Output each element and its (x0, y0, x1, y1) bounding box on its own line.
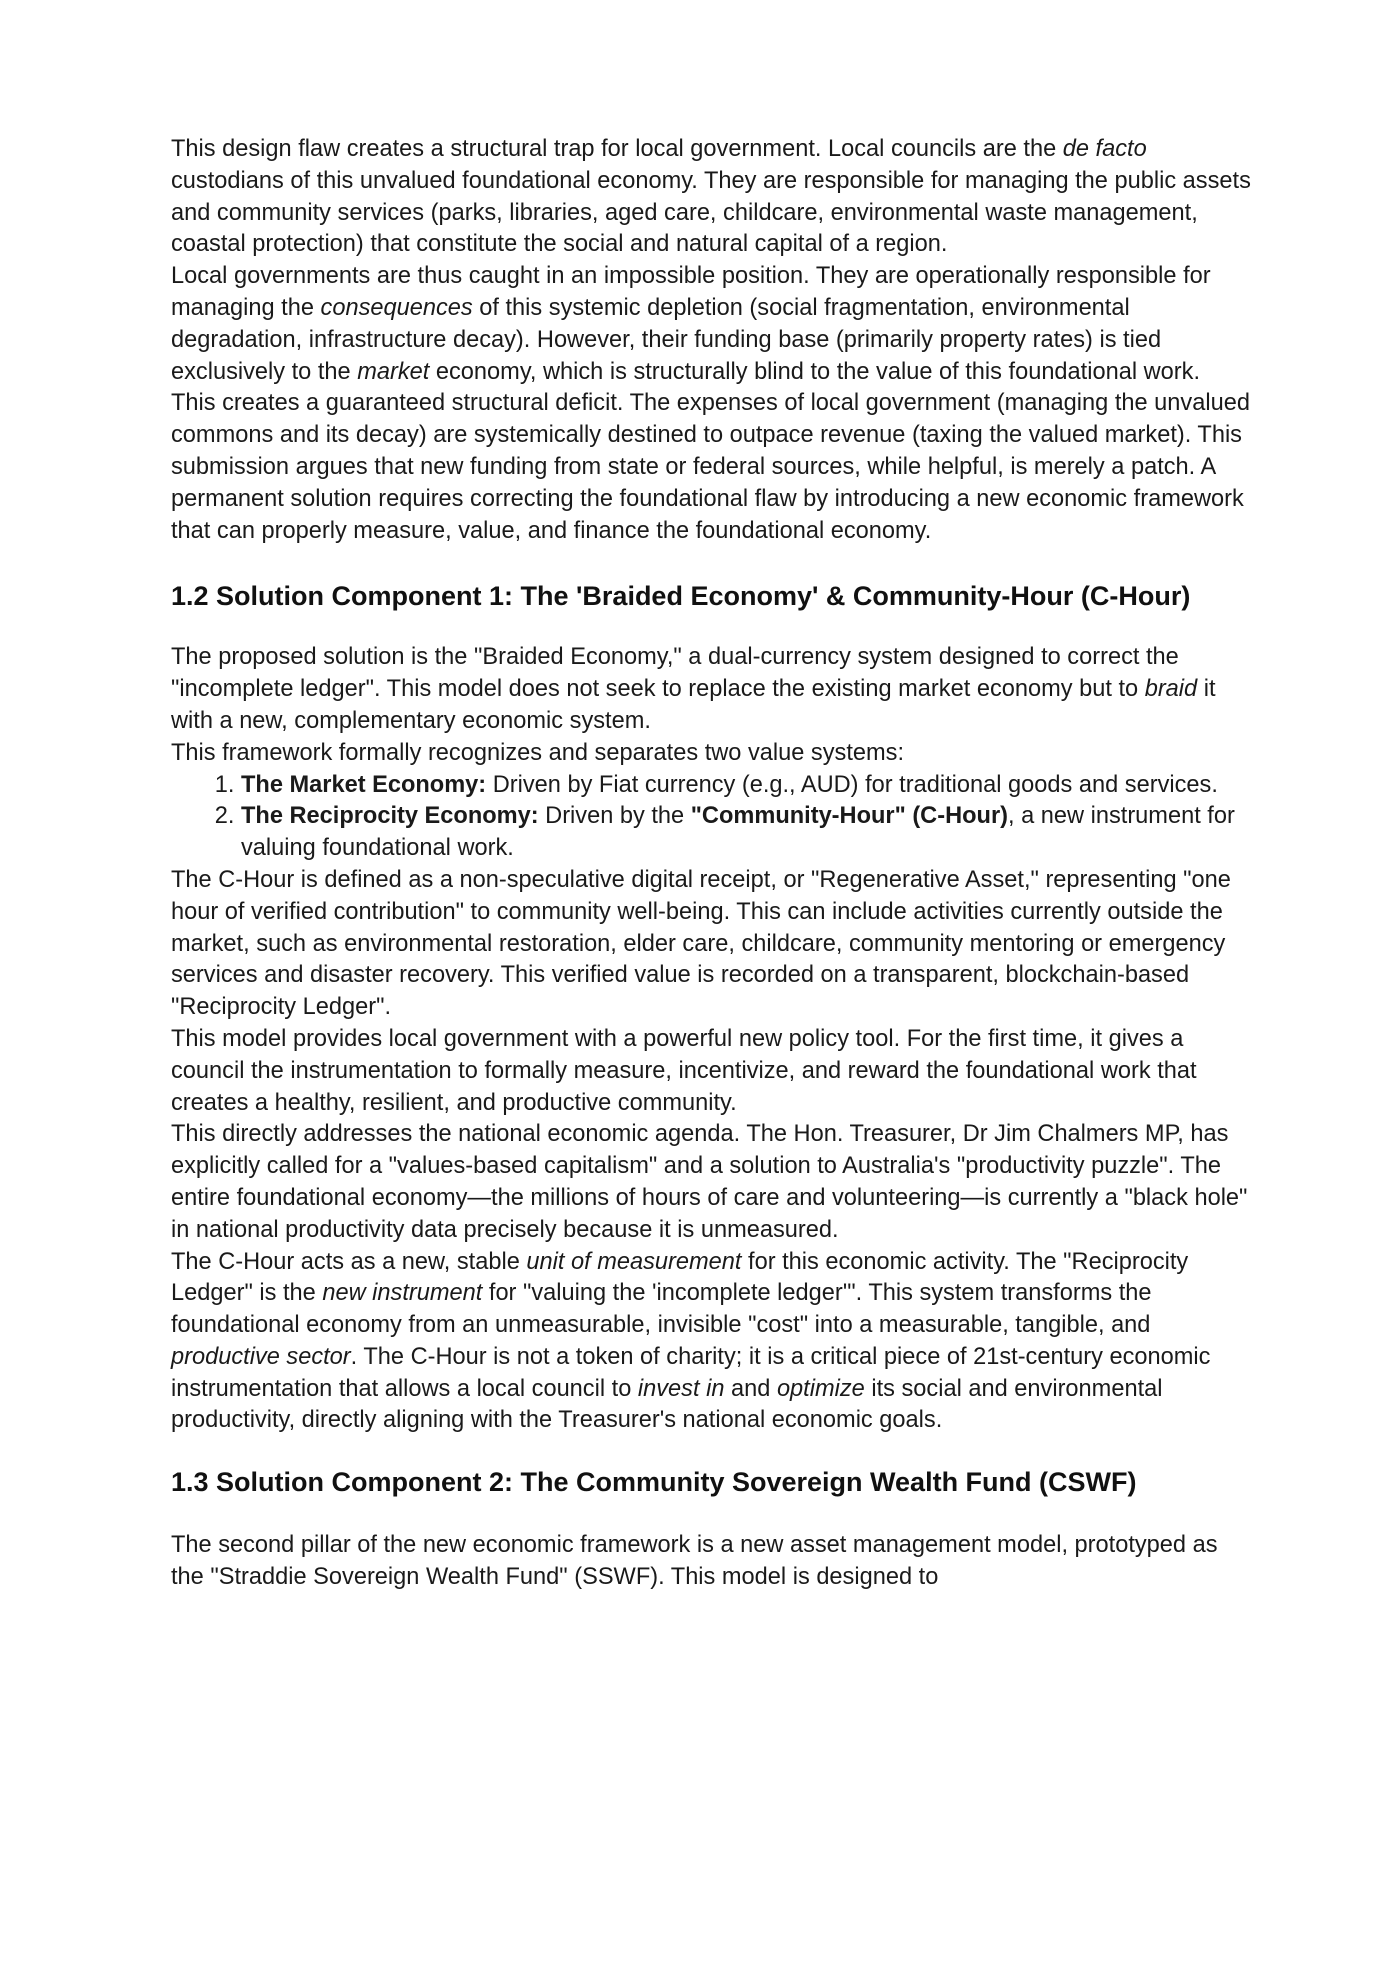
bold-text: "Community-Hour" (C-Hour) (690, 803, 1008, 830)
italic-text: unit of measurement (526, 1248, 742, 1275)
text-run: , a new instrument for valuing foundational work. (241, 803, 1235, 862)
text-run: Local governments are thus caught in an impossible position. They are operationally responsible for managing the (171, 263, 1211, 321)
document-page (171, 134, 1256, 1594)
text-run: This creates a guaranteed structural deficit. The expenses of local government (managing the unvalued commons and its decay) are systemically destined to outpace revenue (taxing the valued market). This submission argues that new funding from state or federal sources, while helpful, is merely a patch. A permanent solution requires correcting the foundational flaw by introducing a new economic framework that can properly measure, value, and finance the foundational economy. (171, 390, 1250, 544)
text-run: for "valuing the 'incomplete ledger'". This system transforms the foundational economy from an unmeasurable, invisible "cost" into a measurable, tangible, and (171, 1280, 1152, 1339)
text-run: The C-Hour acts as a new, stable (171, 1248, 527, 1275)
italic-text: new instrument (322, 1280, 483, 1307)
paragraph (171, 1530, 1256, 1594)
text-run: custodians of this unvalued foundational economy. They are responsible for managing the public assets and community services (parks, libraries, aged care, childcare, environmental waste management, coastal protection) that constitute the social and natural capital of a region. (171, 167, 1251, 258)
text-run: . The C-Hour is not a token of charity; it is a critical piece of 21st-century economic instrumentation that allows a local council to (171, 1343, 1211, 1402)
text-run: The second pillar of the new economic framework is a new asset management model, prototyped as the "Straddie Sovereign Wealth Fund" (SSWF). This model is designed to (171, 1532, 1218, 1591)
italic-text: consequences (320, 294, 473, 321)
section-heading: 1.3 Solution Component 2: The Community Sovereign Wealth Fund (CSWF) (171, 1467, 1137, 1498)
list-item (241, 801, 1256, 865)
text-run: its social and environmental productivity, directly aligning with the Treasurer's national economic goals. (171, 1375, 1163, 1434)
paragraph (171, 1119, 1256, 1246)
text-run: economy, which is structurally blind to the value of this foundational work. (429, 358, 1201, 385)
paragraph (171, 261, 1256, 388)
bold-text: The Reciprocity Economy: (241, 803, 539, 830)
paragraph (171, 865, 1256, 1024)
paragraph (171, 738, 1256, 770)
italic-text: invest in (637, 1375, 725, 1402)
paragraph (171, 388, 1256, 547)
section-heading: 1.2 Solution Component 1: The 'Braided Economy' & Community-Hour (C-Hour) (171, 581, 1191, 612)
list-item (241, 770, 1256, 802)
numbered-list (171, 770, 1256, 865)
bold-text: The Market Economy: (241, 771, 487, 798)
text-run: Driven by Fiat currency (e.g., AUD) for traditional goods and services. (486, 771, 1218, 798)
text-run: and (724, 1375, 777, 1402)
italic-text: de facto (1062, 136, 1147, 162)
text-run: for this economic activity. The "Reciprocity Ledger" is the (171, 1248, 1189, 1307)
paragraph (171, 1247, 1256, 1438)
text-run: it with a new, complementary economic system. (171, 676, 1216, 734)
paragraph (171, 642, 1256, 737)
italic-text: braid (1144, 676, 1198, 703)
text-run: This framework formally recognizes and separates two value systems: (171, 739, 904, 766)
text-run: This directly addresses the national economic agenda. The Hon. Treasurer, Dr Jim Chalmers MP, has explicitly called for a "values-based capitalism" and a solution to Australia's "productivity puzzle". The entire foundational economy—the millions of hours of care and volunteering—is currently a "black hole" in national productivity data precisely because it is unmeasured. (171, 1121, 1248, 1243)
text-run: This design flaw creates a structural trap for local government. Local councils are the (171, 136, 1063, 162)
text-run: The C-Hour is defined as a non-speculative digital receipt, or "Regenerative Asset," representing "one hour of verified contribution" to community well-being. This can include activities currently outside the market, such as environmental restoration, elder care, childcare, community mentoring or emergency services and disaster recovery. This verified value is recorded on a transparent, blockchain-based "Reciprocity Ledger". (171, 866, 1231, 1021)
italic-text: productive sector (171, 1343, 351, 1370)
italic-text: optimize (776, 1375, 865, 1402)
paragraph (171, 1024, 1256, 1119)
text-run: The proposed solution is the "Braided Economy," a dual-currency system designed to correct the "incomplete ledger". This model does not seek to replace the existing market economy but to (171, 644, 1179, 703)
paragraph (171, 134, 1256, 261)
text-run: This model provides local government with a powerful new policy tool. For the first time, it gives a council the instrumentation to formally measure, incentivize, and reward the foundational work that creates a healthy, resilient, and productive community. (171, 1025, 1197, 1116)
text-run: of this systemic depletion (social fragmentation, environmental degradation, infrastructure decay). However, their funding base (primarily property rates) is tied exclusively to the (171, 294, 1162, 385)
text-run: Driven by the (538, 803, 691, 830)
italic-text: market (357, 358, 430, 385)
